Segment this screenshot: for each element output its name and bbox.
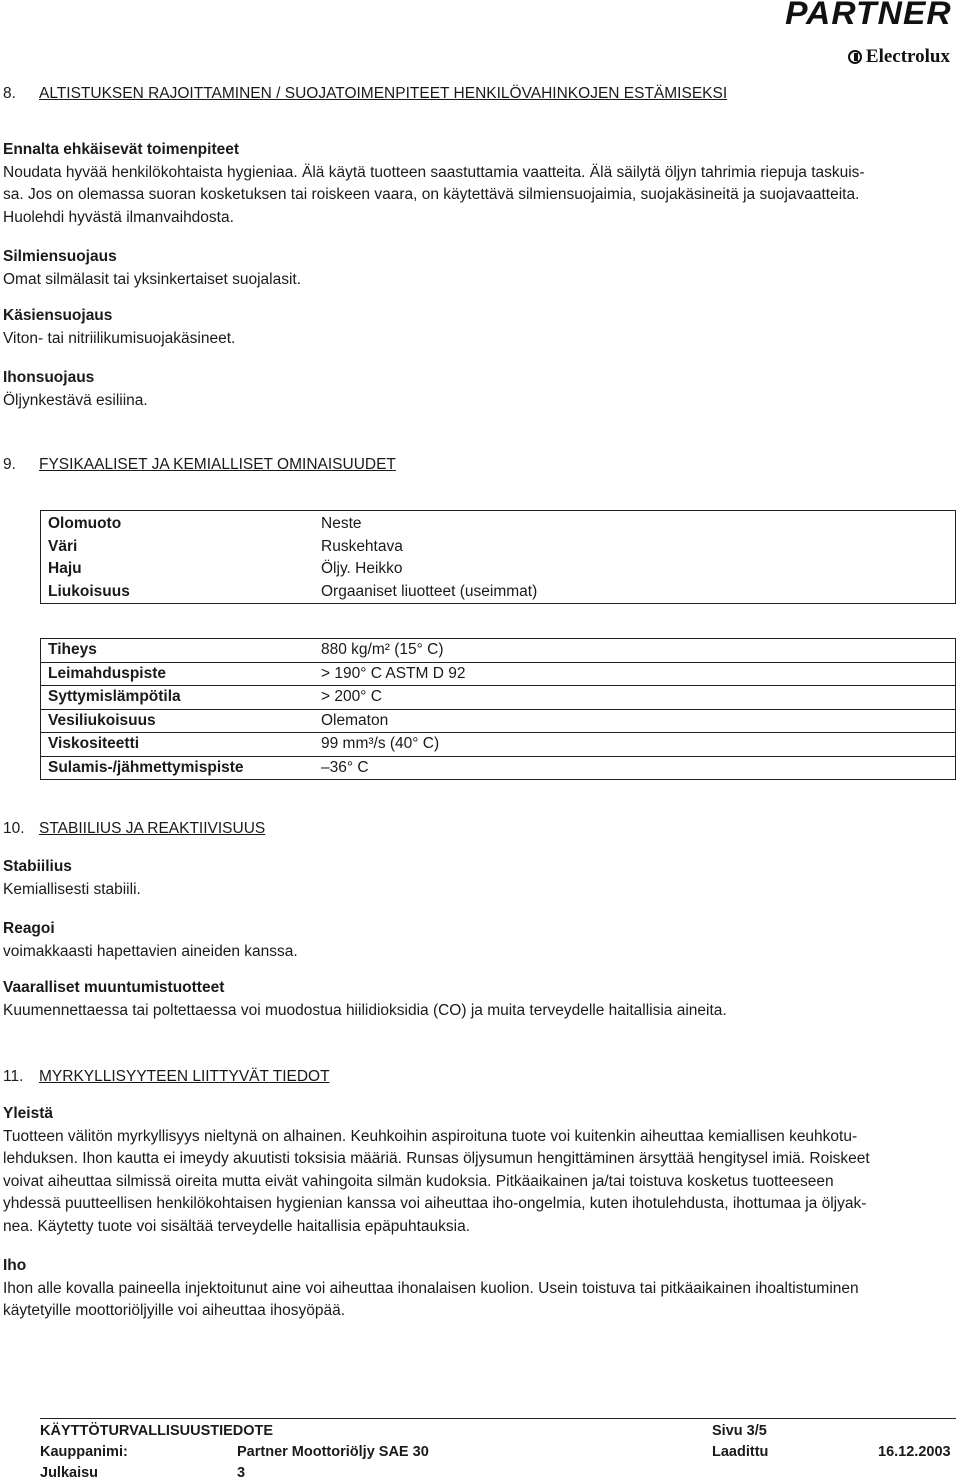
section-11-title: MYRKYLLISYYTEEN LIITTYVÄT TIEDOT: [39, 1068, 330, 1085]
table-row: [41, 536, 955, 559]
skin-toxicity-block: [3, 1255, 943, 1323]
text-decomposition: Kuumennettaessa tai poltettaessa voi muodostua hiilidioksidia (CO) ja muita terveydelle haitallisia aineita.: [3, 1001, 727, 1019]
footer-date-label: Laadittu: [712, 1444, 769, 1460]
property-name: Haju: [48, 560, 82, 577]
general-toxicity-block: [3, 1103, 943, 1238]
footer-date-value: 16.12.2003: [878, 1444, 951, 1460]
property-value: Olematon: [321, 711, 389, 729]
property-name: Sulamis-/jähmettymispiste: [48, 758, 244, 776]
text-stability: Kemiallisesti stabiili.: [3, 880, 141, 898]
footer-issue-label: Julkaisu: [40, 1465, 99, 1481]
footer-doc-type: KÄYTTÖTURVALLISUUSTIEDOTE: [40, 1423, 274, 1439]
text-line: yhdessä puutteellisen henkilökohtaisen hygienian kanssa voi aiheuttaa iho-ongelmia, kuten ihotulehdusta, ihottumaa ja öljyak-: [3, 1195, 867, 1212]
property-value: 99 mm³/s (40° C): [321, 735, 440, 752]
text-line: voivat aiheuttaa silmissä oireita mutta eivät vahingoita silmän kudoksia. Pitkäaikainen ja/tai toistuva kosketus tuotteeseen: [3, 1172, 834, 1190]
section-10-number: 10.: [3, 820, 25, 837]
heading-general: Yleistä: [3, 1105, 53, 1122]
text-line: Huolehdi hyvästä ilmanvaihdosta.: [3, 208, 234, 226]
text-reacts: voimakkaasti hapettavien aineiden kanssa.: [3, 942, 298, 960]
section-9-number: 9.: [3, 456, 16, 473]
heading-skin: Iho: [3, 1257, 27, 1274]
property-value: Orgaaniset liuotteet (useimmat): [321, 582, 538, 600]
property-name: Olomuoto: [48, 515, 122, 532]
logo-parent-text: Electrolux: [865, 46, 950, 67]
text-line: nea. Käytetty tuote voi sisältää terveydelle haitallisia epäpuhtauksia.: [3, 1217, 471, 1235]
text-line: Tuotteen välitön myrkyllisyys nieltynä on alhainen. Keuhkoihin aspiroituna tuote voi kuitenkin aiheuttaa kemiallisen keuhkotu-: [3, 1127, 858, 1145]
property-name: Leimahduspiste: [48, 664, 166, 682]
table-row: [41, 710, 955, 734]
stability-block: [3, 856, 943, 901]
footer-row: [40, 1442, 956, 1463]
hand-protection-block: [3, 305, 943, 350]
section-8-number: 8.: [3, 85, 16, 102]
property-value: –36° C: [321, 758, 369, 776]
section-9-title: FYSIKAALISET JA KEMIALLISET OMINAISUUDET: [39, 456, 396, 473]
property-name: Tiheys: [48, 641, 97, 658]
property-value: Öljy. Heikko: [321, 560, 403, 577]
footer-trade-value: Partner Moottoriöljy SAE 30: [237, 1444, 429, 1460]
logo-brand: PARTNER: [785, 0, 952, 31]
property-value: 880 kg/m² (15° C): [321, 641, 444, 658]
table-row: [41, 686, 955, 710]
heading-eye-protection: Silmiensuojaus: [3, 248, 117, 265]
section-8-title: ALTISTUKSEN RAJOITTAMINEN / SUOJATOIMENPITEET HENKILÖVAHINKOJEN ESTÄMISEKSI: [39, 85, 728, 102]
heading-reacts: Reagoi: [3, 920, 55, 937]
property-value: > 190° C ASTM D 92: [321, 664, 466, 682]
logo-parent: [848, 46, 950, 69]
table-row: [41, 757, 955, 780]
heading-preventive: Ennalta ehkäisevät toimenpiteet: [3, 141, 240, 158]
partner-electrolux-logo: [785, 0, 952, 70]
property-name: Vesiliukoisuus: [48, 711, 156, 729]
text-hand-protection: Viton- tai nitriilikumisuojakäsineet.: [3, 329, 236, 347]
text-line: Noudata hyvää henkilökohtaista hygieniaa. Älä käytä tuotteen saastuttamia vaatteita. Älä säilytä öljyn tahrimia riepuja taskuis-: [3, 163, 865, 181]
property-value: Neste: [321, 515, 362, 532]
property-name: Syttymislämpötila: [48, 688, 181, 705]
table-row: [41, 558, 955, 581]
reacts-block: [3, 918, 943, 963]
skin-protection-block: [3, 367, 943, 412]
footer-issue-value: 3: [237, 1465, 246, 1481]
section-11-number: 11.: [3, 1068, 24, 1085]
section-8-body: [3, 139, 943, 229]
properties-table-2: [40, 638, 956, 780]
table-row: [41, 733, 955, 757]
property-name: Viskositeetti: [48, 735, 140, 752]
electrolux-mark-icon: [848, 50, 862, 64]
text-line: lehduksen. Ihon kautta ei imeydy akuutisti toksisia määriä. Runsas öljysumun hengittäminen ärsyttää hengitysel imiä. Roiskeet: [3, 1150, 870, 1167]
eye-protection-block: [3, 246, 943, 291]
footer-page-number: Sivu 3/5: [712, 1423, 767, 1439]
heading-hand-protection: Käsiensuojaus: [3, 307, 113, 324]
text-skin-protection: Öljynkestävä esiliina.: [3, 391, 148, 409]
property-value: Ruskehtava: [321, 537, 403, 555]
table-row: [41, 513, 955, 536]
property-name: Väri: [48, 537, 78, 555]
text-line: Ihon alle kovalla paineella injektoitunut aine voi aiheuttaa ihonalaisen kuolion. Usein toistuva tai pitkäaikainen ihoaltistuminen: [3, 1279, 859, 1297]
table-row: [41, 663, 955, 687]
footer-trade-label: Kauppanimi:: [40, 1444, 128, 1460]
table-row: [41, 639, 955, 663]
footer-divider: [40, 1418, 956, 1419]
text-line: sa. Jos on olemassa suoran kosketuksen tai roiskeen vaara, on käytettävä silmiensuojaimia, suojakäsineitä ja suojavaatteita.: [3, 186, 860, 203]
text-line: käytetyille moottoriöljyille voi aiheuttaa ihosyöpää.: [3, 1302, 346, 1319]
document-footer: [40, 1421, 956, 1484]
footer-row: [40, 1421, 956, 1442]
heading-decomposition: Vaaralliset muuntumistuotteet: [3, 979, 225, 996]
properties-table-1: [40, 510, 956, 604]
property-value: > 200° C: [321, 688, 382, 705]
heading-skin-protection: Ihonsuojaus: [3, 369, 95, 386]
heading-stability: Stabiilius: [3, 858, 72, 875]
property-name: Liukoisuus: [48, 582, 130, 600]
text-eye-protection: Omat silmälasit tai yksinkertaiset suojalasit.: [3, 270, 302, 288]
footer-row: [40, 1463, 956, 1484]
section-10-title: STABIILIUS JA REAKTIIVISUUS: [39, 820, 266, 837]
table-row: [41, 581, 955, 604]
decomposition-block: [3, 977, 943, 1022]
